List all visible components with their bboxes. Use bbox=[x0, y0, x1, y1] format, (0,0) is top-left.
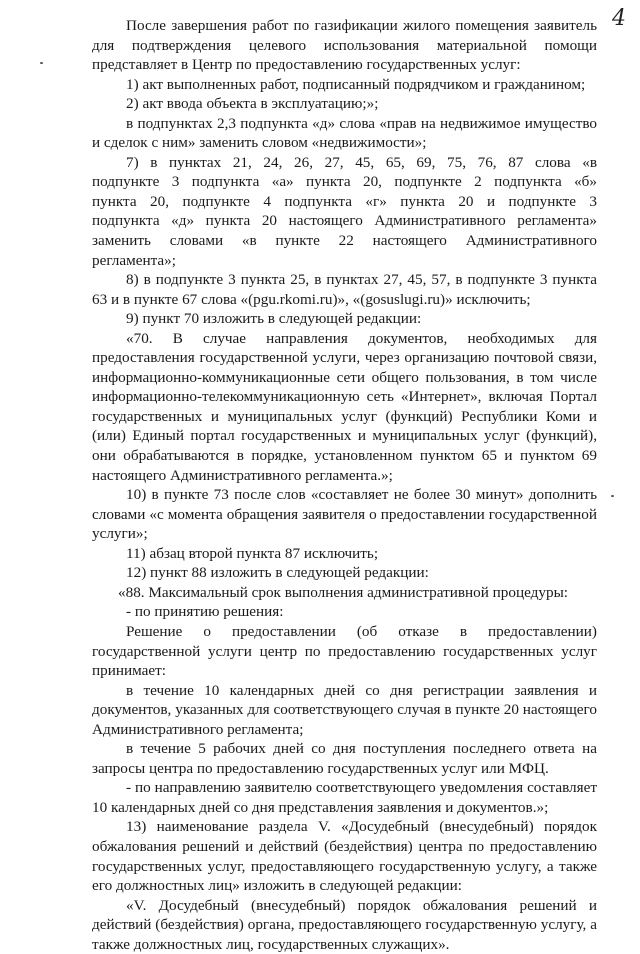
scan-speck bbox=[611, 495, 614, 497]
document-body bbox=[92, 16, 597, 954]
paragraph: 13) наименование раздела V. «Досудебный (внесудебный) порядок обжалования решений и действий (бездействия) центра по предоставлению государственных услуг, предоставляющего государственную услугу, а также его должностных лиц» изложить в следующей редакции: bbox=[92, 818, 597, 895]
paragraph: 8) в подпункте 3 пункта 25, в пунктах 27, 45, 57, в подпункте 3 пункта 63 и в пункте 67 слова «(pgu.rkomi.ru)», «(gosuslugi.ru)» исключить; bbox=[92, 271, 597, 308]
paragraph: в подпунктах 2,3 подпункта «д» слова «прав на недвижимое имущество и сделок с ним» заменить словом «недвижимости»; bbox=[92, 114, 597, 152]
paragraph: 7) в пунктах 21, 24, 26, 27, 45, 65, 69, 75, 76, 87 слова «в подпункте 3 подпункта «а» пункта 20, подпункте 2 подпункта «б» пункта 20, подпункте 4 подпункта «г» пункта 20 и подпункте 3 подпункта «д» пункта 20 настоящего Административного регламента» заменить словами «в пункте 22 настоящего Административного регламента»; bbox=[92, 153, 597, 269]
paragraph: После завершения работ по газификации жилого помещения заявитель для подтверждения целевого использования материальной помощи представляет в Центр по предоставлению государственных услуг: bbox=[92, 17, 597, 74]
paragraph: 11) абзац второй пункта 87 исключить; bbox=[126, 544, 379, 562]
scan-speck bbox=[40, 62, 43, 64]
paragraph: 1) акт выполненных работ, подписанный подрядчиком и гражданином; bbox=[126, 75, 586, 93]
paragraph: 10) в пункте 73 после слов «составляет не более 30 минут» дополнить словами «с момента обращения заявителя о предоставлении государственной услуги»; bbox=[92, 486, 597, 543]
paragraph: в течение 10 календарных дней со дня регистрации заявления и документов, указанных для соответствующего случая в пункте 20 настоящего Административного регламента; bbox=[92, 681, 597, 738]
paragraph: Решение о предоставлении (об отказе в предоставлении) государственной услуги центр по предоставлению государственных услуг принимает: bbox=[92, 622, 597, 680]
page-number: 4 bbox=[612, 6, 626, 31]
paragraph: «70. В случае направления документов, необходимых для предоставления государственной услуги, через организацию почтовой связи, информационно-коммуникационные сети общего пользования, в том числе информационно-телекоммуникационную сеть «Интернет», включая Портал государственных и муниципальных услуг (функций) Республики Коми и (или) Единый портал государственных и муниципальных услуг (функций), они обрабатываются в порядке, установленном пунктом 65 и пунктом 69 настоящего Административного регламента.»; bbox=[92, 329, 597, 484]
paragraph: «V. Досудебный (внесудебный) порядок обжалования решений и действий (бездействия) органа, предоставляющего государственную услугу, а также должностных лиц, государственных служащих». bbox=[92, 896, 597, 953]
paragraph: «88. Максимальный срок выполнения административной процедуры: bbox=[118, 583, 568, 601]
paragraph: - по принятию решения: bbox=[126, 603, 284, 621]
paragraph: 9) пункт 70 изложить в следующей редакции: bbox=[126, 310, 422, 328]
paragraph: 12) пункт 88 изложить в следующей редакции: bbox=[126, 564, 429, 582]
paragraph: в течение 5 рабочих дней со дня поступления последнего ответа на запросы центра по предоставлению государственных услуг или МФЦ. bbox=[92, 740, 597, 777]
paragraph: 2) акт ввода объекта в эксплуатацию;»; bbox=[126, 95, 379, 113]
paragraph: - по направлению заявителю соответствующего уведомления составляет 10 календарных дней со дня представления заявления и документов.»; bbox=[92, 779, 597, 816]
